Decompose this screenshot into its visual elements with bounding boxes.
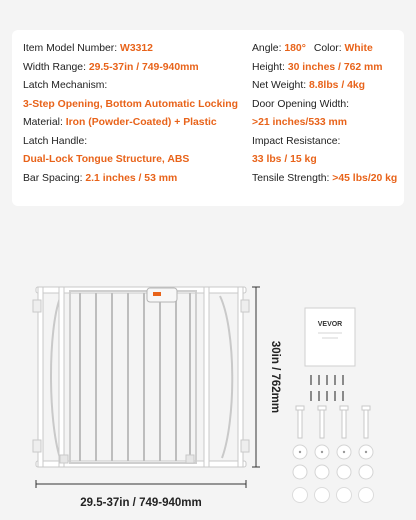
spec-value: 180°	[284, 43, 306, 54]
spec-label: Height:	[252, 61, 288, 73]
spec-label: Net Weight:	[252, 80, 309, 91]
spec-value: 33 lbs / 15 kg	[252, 154, 317, 165]
spec-label: Width Range:	[23, 61, 89, 73]
spec-row-door	[252, 96, 402, 115]
spec-label: Bar Spacing:	[23, 172, 86, 184]
spec-value: W3312	[120, 43, 153, 54]
spec-value: White	[344, 43, 373, 54]
spec-row-latch	[23, 77, 243, 96]
spec-value: 3-Step Opening, Bottom Automatic Locking	[23, 98, 238, 110]
spec-list-right	[252, 40, 402, 188]
wall-cups	[293, 445, 373, 479]
spec-label: Tensile Strength:	[252, 172, 333, 184]
spec-row-handle-value	[23, 151, 243, 170]
spec-value: >45 lbs/20 kg	[332, 172, 398, 184]
spec-card	[12, 30, 404, 206]
spec-value: 30 inches / 762 mm	[287, 61, 383, 73]
product-svg	[0, 230, 416, 520]
box-brand: VEVOR	[317, 321, 343, 328]
spec-label: Material:	[23, 117, 66, 128]
spec-row-height	[252, 59, 402, 78]
spec-list-left	[23, 40, 243, 188]
product-illustration	[0, 230, 416, 520]
spec-row-latch-value	[23, 96, 243, 115]
rubber-pads	[293, 488, 374, 503]
spec-value: 29.5-37in / 749-940mm	[88, 61, 199, 73]
spec-row-bar-spacing	[23, 170, 243, 189]
spec-row-model	[23, 40, 243, 59]
spec-value: 2.1 inches / 53 mm	[85, 172, 178, 184]
spec-label: Door Opening Width:	[252, 98, 350, 110]
spec-label: Angle:	[252, 43, 285, 54]
spec-row-material	[23, 114, 243, 133]
spec-value: >21 inches/533 mm	[252, 117, 348, 128]
spec-label: Latch Mechanism:	[23, 80, 108, 91]
spec-value: 8.8lbs / 4kg	[308, 80, 366, 91]
spec-row-weight	[252, 77, 402, 96]
height-dimension-label: 30in / 762mm	[269, 340, 281, 414]
spec-row-width	[23, 59, 243, 78]
spec-label: Color:	[313, 43, 345, 54]
height-dimension	[252, 287, 260, 467]
screws	[310, 375, 344, 401]
gate-image	[33, 287, 249, 467]
spec-row-door-value	[252, 114, 402, 133]
spec-row-handle	[23, 133, 243, 152]
spec-label: Item Model Number:	[23, 43, 121, 54]
spec-row-impact-value	[252, 151, 402, 170]
spec-value: Iron (Powder-Coated) + Plastic	[65, 117, 217, 128]
spec-row-angle-color	[252, 40, 402, 59]
width-dimension-label: 29.5-37in / 749-940mm	[80, 497, 202, 509]
spec-row-impact	[252, 133, 402, 152]
spec-value: Dual-Lock Tongue Structure, ABS	[23, 154, 190, 165]
mounting-bolts	[296, 406, 370, 438]
width-dimension	[36, 480, 246, 488]
manual-booklet	[305, 308, 355, 366]
spec-label: Impact Resistance:	[252, 135, 341, 147]
spec-label: Latch Handle:	[23, 135, 88, 147]
spec-row-tensile	[252, 170, 402, 189]
